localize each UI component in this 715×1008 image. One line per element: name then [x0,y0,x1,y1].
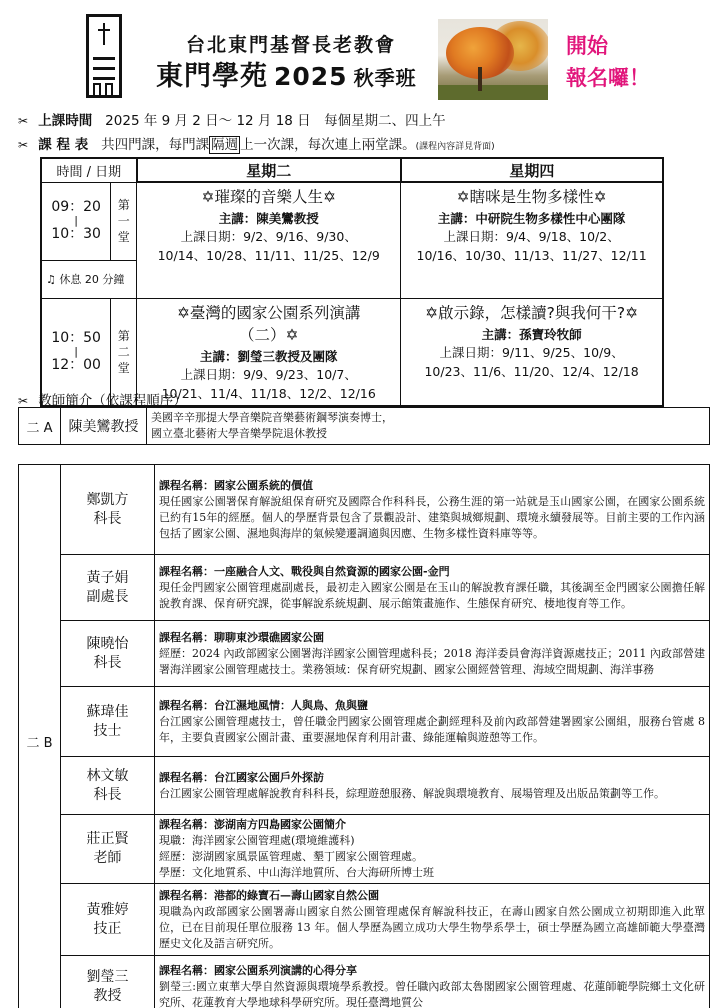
teacher-desc: 課程名稱：台江濕地風情：人與鳥、魚與鹽 台江國家公園管理處技士，曾任職金門國家公園管理處企劃經理科及前內政部營建署國家公園組，服務台管處 8 年，主要負責國家公園計畫、重要濕地保育利用計畫、綠能運輸與遊憩等工作。 [155,687,710,757]
teacher-table-b [18,464,710,1008]
course-dates: 上課日期：9/2、9/16、9/30、 [180,229,357,244]
course-title: 課程名稱：聊聊東沙環礁國家公園 [159,630,324,644]
course-dates: 10/21、11/4、11/18、12/2、12/16 [161,385,376,401]
signup-banner [566,30,650,94]
course-dates: 10/14、10/28、11/11、11/25、12/9 [157,248,380,263]
slot2-label: 第二堂 [111,298,137,406]
class-time-label: 上課時間 [38,113,93,129]
course-dates: 10/16、10/30、11/13、11/27、12/11 [416,248,647,263]
course-name: ✡啟示錄，怎樣讀?與我何干?✡ [425,303,639,322]
autumn-tree-photo [438,19,548,100]
slot1-label: 第一堂 [111,182,137,260]
course-name: ✡臺灣的國家公園系列演講 [176,303,361,322]
teacher-table-a [18,407,710,445]
course-title: 課程名稱：港都的綠寶石—壽山國家自然公園 [159,888,379,902]
course-name: ✡瞎咪是生物多樣性✡ [456,188,607,206]
church-name: 台北東門基督長老教會 [186,34,397,56]
cross-icon [101,23,107,45]
course-cell [401,182,663,298]
scissors-icon: ✂ [18,114,29,128]
schedule-line [18,133,495,153]
course-cell [137,182,401,298]
slot2-end: 12：00 [51,356,101,373]
course-teacher: 主講：劉瑩三教授及團隊 [199,348,338,364]
scissors-icon: ✂ [18,394,29,408]
slot2-time: 10：50 | 12：00 [41,298,111,406]
teacher-intro-title [18,389,187,409]
signup-line2: 報名囉！ [566,66,650,90]
schedule-note: (課程內容詳見背面) [415,142,495,152]
course-title: 課程名稱：台江國家公園戶外探訪 [159,770,324,784]
teacher-name: 陳曉怡 科長 [61,621,155,687]
schedule-text-2: 上一次課，每次連上兩堂課。 [240,137,416,153]
course-name: ✡璀璨的音樂人生✡ [201,188,336,206]
time-date-header: 時間 / 日期 [41,158,137,182]
course-teacher: 主講：中研院生物多樣性中心團隊 [437,211,626,226]
teacher-desc: 課程名稱：台江國家公園戶外探訪 台江國家公園管理處解說教育科科長，綜理遊憩服務、解說與環境教育、展場管理及出版品策劃等工作。 [155,757,710,815]
course-dates: 上課日期：9/11、9/25、10/9、 [439,344,624,360]
course-teacher: 主講：陳美鸞教授 [218,211,319,226]
teacher-name: 莊正賢 老師 [61,815,155,884]
course-name-2: （二）✡ [238,325,299,344]
signup-line1: 開始 [566,34,608,58]
teacher-desc: 課程名稱：國家公園系列演講的心得分享 劉瑩三:國立東華大學自然資源與環境學系教授。曾任職內政部太魯閣國家公園管理處、花蓮師範學院鄉土文化研究所、花蓮教育大學地球科學研究所。現任臺灣地質公 [155,956,710,1008]
course-title: 課程名稱：澎湖南方四島國家公園簡介 [159,818,346,831]
scissors-icon: ✂ [18,138,29,152]
teacher-name: 黃子娟 副處長 [61,555,155,621]
course-title: 課程名稱：台江濕地風情：人與鳥、魚與鹽 [159,698,368,712]
teacher-desc: 課程名稱：國家公園系統的價值 現任國家公園署保育解說組保育研究及國際合作科科長，公務生涯的第一站就是玉山國家公園，在國家公園系統已約有15年的經歷。個人的學歷背景包含了景觀設計、建築與城鄉規劃、環境永續發展等。目前主要的工作內涵包括了國家公園、濕地與海岸的氣候變遷調適與因應、生物多樣性資料庫等等。 [155,465,710,555]
slot1-time: 09：20 | 10：30 [41,182,111,260]
course-dates: 上課日期：9/4、9/18、10/2、 [443,229,620,244]
teacher-intro-text: 教師簡介（依課程順序） [38,393,187,409]
group-label: 二 B [19,465,61,1008]
teacher-desc: 課程名稱：一座融合人文、戰役與自然資源的國家公園-金門 現任金門國家公園管理處副處長，最初走入國家公園是在玉山的解說教育課任職，其後調至金門國家公園擔任解說教育課、保育研究課，從事解說系統規劃、展示館策畫施作、生態保育研究、棲地復育等工作。 [155,555,710,621]
schedule-label: 課 程 表 [38,137,89,153]
title-season: 秋季班 [353,66,417,90]
teacher-name: 林文敏 科長 [61,757,155,815]
schedule-boxed-word: 隔週 [211,137,239,153]
schedule-text-1: 共四門課，每門課 [101,137,210,153]
course-title: 課程名稱：國家公園系統的價值 [159,478,313,492]
schedule-table [40,157,664,407]
teacher-desc: 課程名稱：澎湖南方四島國家公園簡介 現職：海洋國家公園管理處(環境維護科) 經歷：澎湖國家風景區管理處、墾丁國家公園管理處。 學歷：文化地質系、中山海洋地質所、台大海研所博士班 [155,815,710,884]
teacher-name: 陳美鸞教授 [61,408,147,445]
class-time-line [18,109,446,129]
teacher-name: 鄭凱方 科長 [61,465,155,555]
teacher-name: 蘇瑋佳 技士 [61,687,155,757]
slot2-start: 10：50 [51,329,101,346]
teacher-desc: 美國辛辛那提大學音樂院音樂藝術鋼琴演奏博士， 國立臺北藝術大學音樂學院退休教授 [147,408,710,445]
course-dates: 上課日期：9/9、9/23、10/7、 [180,366,357,382]
course-title: 課程名稱：一座融合人文、戰役與自然資源的國家公園-金門 [159,564,450,578]
teacher-name: 劉瑩三 教授 [61,956,155,1008]
course-dates: 10/23、11/6、11/20、12/4、12/18 [424,363,639,379]
teacher-desc: 課程名稱：港都的綠寶石—壽山國家自然公園 現職為內政部國家公園署壽山國家自然公園管理處保育解說科技正，在壽山國家自然公園成立初期即進入此單位，已在目前現任單位服務 13 年。個人學歷為國立成功大學生物學系學士，碩士學歷為國立高雄師範大學臺灣歷史文化及語言研究所。 [155,884,710,956]
course-teacher: 主講：孫寶玲牧師 [481,326,582,342]
page-title [156,54,417,93]
teacher-name: 黃雅婷 技正 [61,884,155,956]
day-header-thursday: 星期四 [401,158,663,182]
course-title: 課程名稱：國家公園系列演講的心得分享 [159,963,357,977]
slot1-start: 09：20 [51,199,101,215]
church-logo [86,14,122,98]
title-text: 東門學苑 [156,61,268,92]
teacher-desc: 課程名稱：聊聊東沙環礁國家公園 經歷：2024 內政部國家公園署海洋國家公園管理處科長；2018 海洋委員會海洋資源處技正；2011 內政部營建署海洋國家公園管理處技士。業務領域：保育研究規劃、國家公園經營管理、海域空間規劃、海洋事務 [155,621,710,687]
day-header-tuesday: 星期二 [137,158,401,182]
title-year: 2025 [274,62,348,91]
break-row: ♫ 休息 20 分鐘 [41,260,137,298]
group-label: 二 A [19,408,61,445]
slot1-end: 10：30 [51,226,101,242]
class-time-value: 2025 年 9 月 2 日～ 12 月 18 日 每個星期二、四上午 [105,113,446,129]
course-cell [401,298,663,406]
